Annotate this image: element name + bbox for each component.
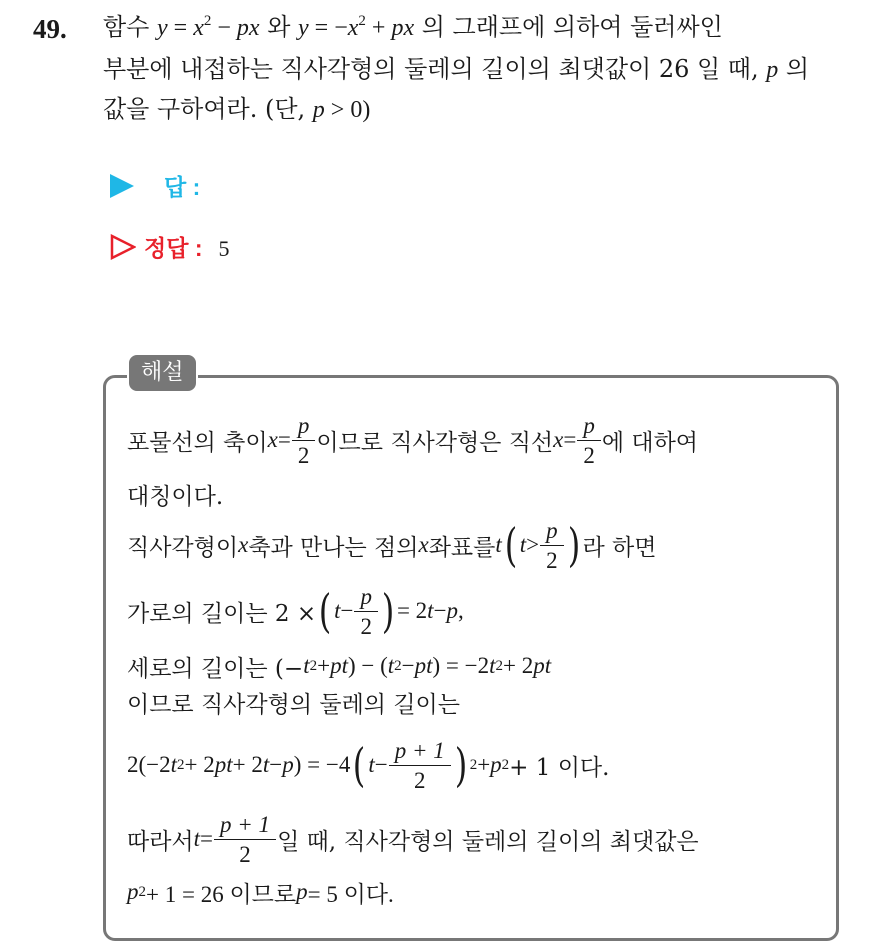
problem-line-1: 함수 $y = x^2$ − px 와 $y = -x^2$ + px 의 그래프에 의하여 둘러싸인 [103,13,723,41]
correct-answer-value: 5 [218,236,230,261]
solution-tag: 해설 [127,353,198,393]
solution-line-3: 직사각형이 x 축과 만나는 점의 x 좌표를 t ( t > $\frac{p}{2}$ ) 라 하면 [127,517,657,573]
problem-line-3: 값을 구하여라. (단, p > 0) [103,95,371,123]
solution-line-6: 이므로 직사각형의 둘레의 길이는 [127,691,460,718]
solution-line-8: 따라서 t = $\frac{p + 1}{2}$ 일 때, 직사각형의 둘레의 길이의 최댓값은 [127,811,699,867]
solution-line-4: 가로의 길이는 2 × ( t − $\frac{p}{2}$ ) = 2 t − p , [127,583,464,639]
problem-line-2: 부분에 내접하는 직사각형의 둘레의 길이의 최댓값이 26 일 때, p 의 [103,55,810,83]
solution-line-5: 세로의 길이는 (− t 2 + pt ) − ( t 2 − pt ) = −2 t 2 + 2 pt [127,653,552,682]
correct-answer-row [110,230,230,263]
correct-answer-label: 정답 : [144,235,203,261]
answer-row [110,169,200,202]
play-triangle-icon [110,174,134,198]
outline-triangle-icon [110,234,136,260]
answer-label: 답 : [164,174,201,200]
problem-number: 49. [33,14,67,44]
solution-line-1: 포물선의 축이 x = $\frac{p}{2}$ 이므로 직사각형은 직선 x = $\frac{p}{2}$ 에 대하여 [127,412,699,468]
solution-line-2: 대칭이다. [127,483,224,510]
solution-line-7: 2(−2 t 2 + 2 pt + 2 t − p ) = −4 ( t − $\frac{p + 1}{2}$ ) 2 + p 2 + 1 이다. [127,737,610,793]
solution-line-9: p 2 + 1 = 26 이므로 p = 5 이다. [127,879,394,907]
